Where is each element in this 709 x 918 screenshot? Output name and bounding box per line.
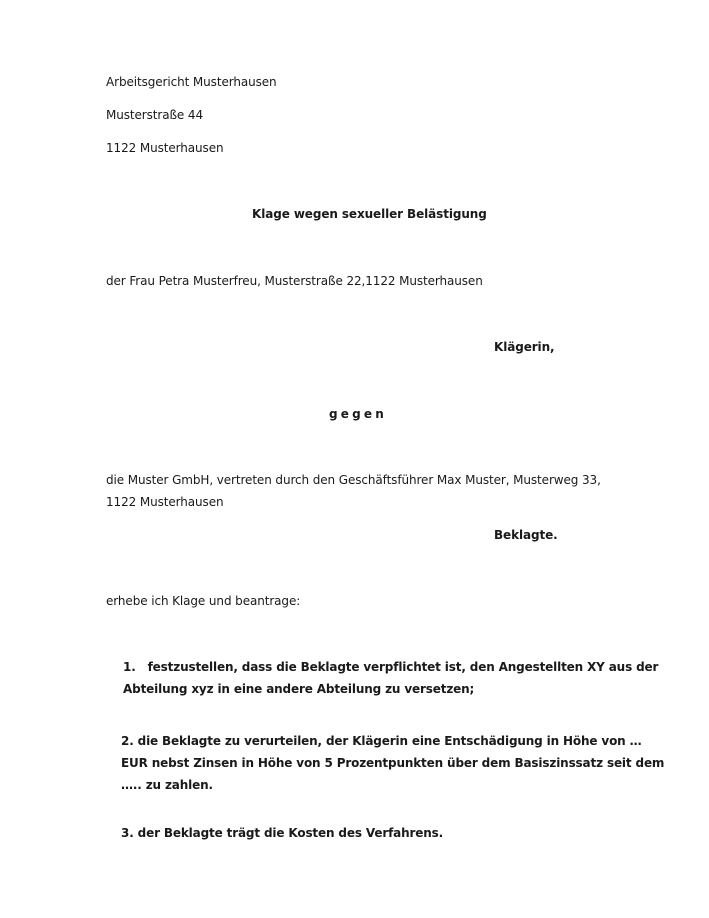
request-2 (121, 730, 664, 796)
defendant-line-2: 1122 Musterhausen (106, 495, 224, 509)
request-1 (123, 656, 658, 700)
claim-intro: erhebe ich Klage und beantrage: (106, 594, 301, 608)
defendant-role: Beklagte. (494, 528, 558, 542)
request-1-number: 1. (123, 660, 136, 674)
defendant-line-1: die Muster GmbH, vertreten durch den Geschäftsführer Max Muster, Musterweg 33, (106, 473, 601, 487)
request-2-line-2: EUR nebst Zinsen in Höhe von 5 Prozentpunkten über dem Basiszinssatz seit dem (121, 756, 665, 770)
request-2-number: 2. (121, 734, 134, 748)
request-1-line-2: Abteilung xyz in eine andere Abteilung zu versetzen; (123, 682, 475, 696)
request-3 (121, 822, 443, 844)
court-name: Arbeitsgericht Musterhausen (106, 75, 277, 89)
plaintiff-line: der Frau Petra Musterfreu, Musterstraße 22,1122 Musterhausen (106, 274, 483, 288)
versus-label: gegen (329, 407, 387, 421)
request-3-number: 3. (121, 826, 134, 840)
court-city: 1122 Musterhausen (106, 141, 224, 155)
request-3-line-1: 3. der Beklagte trägt die Kosten des Verfahrens. (121, 826, 444, 840)
request-2-line-3: ….. zu zahlen. (121, 778, 213, 792)
document-title: Klage wegen sexueller Belästigung (252, 207, 487, 221)
plaintiff-role: Klägerin, (494, 340, 555, 354)
request-1-line-1: 1. festzustellen, dass die Beklagte verpflichtet ist, den Angestellten XY aus der (123, 660, 659, 674)
court-street: Musterstraße 44 (106, 108, 204, 122)
request-2-line-1: 2. die Beklagte zu verurteilen, der Klägerin eine Entschädigung in Höhe von … (121, 734, 642, 748)
